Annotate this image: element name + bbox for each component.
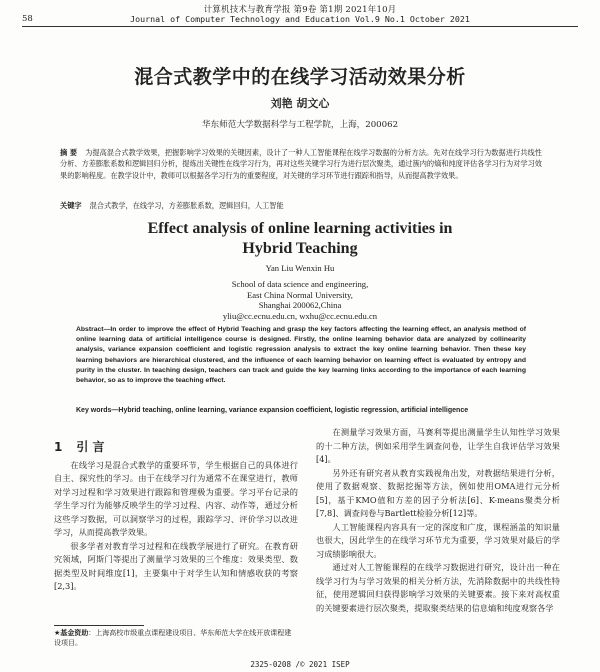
footnote-label: ★基金资助: [54, 629, 89, 637]
affiliation-zh: 华东师范大学数据科学与工程学院，上海，200062: [201, 120, 399, 130]
left-column: [54, 426, 298, 594]
section-title: 引 言: [76, 440, 105, 454]
keywords-en: [76, 407, 546, 414]
paragraph: 很多学者对教育学习过程和在线教学展进行了研究。在教育研究领域，阿斯门等提出了测量学习效果的三个维度：效果类型、数据类型及时间维度[1]，主要集中于对学生认知和情感收获的考察[2,3]。: [54, 540, 298, 591]
keywords-zh-text: 混合式教学，在线学习，方差膨胀系数，逻辑回归，人工智能: [89, 201, 284, 210]
keywords-zh: [60, 201, 542, 211]
keywords-en-text: Hybrid teaching, online learning, variance expansion coefficient, logistic regression, artificial intelligence: [118, 407, 469, 414]
paragraph: 通过对人工智能课程的在线学习数据进行研究，设计出一种在线学习行为与学习效果的相关分析方法，先消除数据中的共线性特征，使用逻辑回归获得影响学习效果的关键要素。接下来对高权重的关键要素进行层次聚类，提取聚类结果的信息熵和纯度观察各学: [316, 562, 560, 613]
keywords-zh-label: 关键字: [60, 201, 82, 210]
journal-header-zh: 计算机技术与教育学报 第9卷 第1期 2021年10月: [203, 5, 397, 15]
journal-header-en: Journal of Computer Technology and Education Vol.9 No.1 October 2021: [130, 14, 470, 24]
abstract-en-text: In order to improve the effect of Hybrid Teaching and grasp the key factors affecting the learning effect, an analysis method of online learning data of artificial intelligence course is designed. Firstly, the online learning behavior data are analyzed by collinearity analysis, variance expansion coefficient and logistic regression analysis to extract the key online learning behavior. Then these key learning behaviors are hierarchical clustered, and the influence of each learning behavior on learning effect is evaluated by entropy and purity in the cluster. In teaching design, teachers can track and guide the key learning links according to the importance of each learning behavior, so as to improve the teaching effect.: [76, 326, 526, 385]
footnote-rule: [54, 625, 144, 626]
section-number: 1: [54, 440, 63, 454]
footnote: [54, 628, 294, 648]
affiliation-en: [0, 279, 600, 321]
title-zh: 混合式教学中的在线学习活动效果分析: [134, 66, 466, 88]
abstract-en: [76, 325, 526, 386]
abstract-zh-label: 摘 要: [60, 148, 78, 157]
abstract-zh: [60, 147, 542, 181]
abstract-zh-text: 为提高混合式教学效果，把握影响学习效果的关键因素，设计了一种人工智能课程在线学习数据的分析方法。先对在线学习行为数据进行共线性分析、方差膨胀系数和逻辑回归分析，提炼出关键性在线学习行为，再对这些关键学习行为进行层次聚类，通过簇内的熵和纯度评估各学习行为对学习效果的影响程度。在教学设计中，教师可以根据各学习行为的重要程度，对关键的学习环节进行跟踪和指导，从而提高教学效果。: [60, 148, 542, 180]
title-en: [0, 219, 600, 259]
paragraph: 人工智能课程内容具有一定的深度和广度，课程涵盖的知识量也很大，因此学生的在线学习环节尤为重要，学习效果对最后的学习成绩影响很大。: [316, 521, 560, 559]
paragraph: 另外还有研究者从教育实践视角出发，对教据结果进行分析，使用了数据观察、数据挖掘等方法，例如使用OMA进行元分析[5]，基于KMO值和方差的因子分析法[6]、K-means聚类分析[7,8]、调查问卷与Bartlett检验分析[12]等。: [316, 467, 560, 518]
paragraph: 在测量学习效果方面，马赛利等提出测量学生认知性学习效果的十二种方法，例如采用学生调查问卷，让学生自我评估学习效果[4]。: [316, 427, 560, 464]
title-en-line2: Hybrid Teaching: [242, 240, 358, 257]
title-en-line1: Effect analysis of online learning activities in: [147, 220, 453, 237]
affiliation-en-emails: yliu@cc.ecnu.edu.cn, wxhu@cc.ecnu.edu.cn: [222, 310, 378, 321]
affiliation-en-line2: East China Normal University,: [247, 289, 353, 300]
affiliation-en-line3: Shanghai 200062,China: [258, 300, 342, 311]
paragraph: 在线学习是混合式教学的重要环节，学生根据自己的具体进行自主、探究性的学习。由于在线学习行为通常不在课堂进行，教师对学习过程和学习效果进行跟踪和管理极为重要。学习平台记录的学生学习行为能够反映学生的学习过程、内容、动作等，通过分析这些学习数据，可以洞察学习的过程，跟踪学习、评价学习以改进学习，从而提高教学效果。: [54, 459, 298, 537]
header-rule: [22, 26, 578, 27]
page-number: 58: [22, 14, 33, 24]
abstract-en-label: Abstract—: [76, 326, 111, 333]
footnote-text: ：上海高校市级重点课程建设项目、华东师范大学在线开放课程建设项目。: [54, 629, 292, 647]
right-column: [316, 426, 560, 615]
authors-zh: 刘艳 胡文心: [270, 97, 330, 110]
keywords-en-label: Key words—: [76, 407, 119, 414]
affiliation-en-line1: School of data science and engineering,: [231, 279, 369, 289]
authors-en: Yan Liu Wenxin Hu: [265, 263, 335, 273]
page-footer: 2325-0208 /© 2021 ISEP: [250, 660, 350, 669]
section-heading: [54, 441, 298, 455]
